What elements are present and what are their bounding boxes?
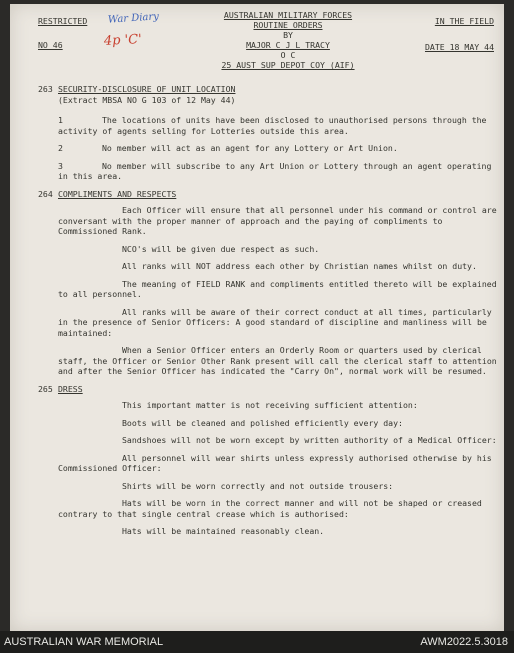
paragraph: Shirts will be worn correctly and not outside trousers: <box>122 480 394 491</box>
paragraph: When a Senior Officer enters an Orderly Room or quarters used by clerical staff, the Officer or Senior Other Rank present will call the clerical staff to attention and after the Senior Officer has indicated the "Carry On", normal work will be resumed. <box>58 345 497 376</box>
section-263 <box>38 84 500 182</box>
paragraph: Each Officer will ensure that all personnel under his command or control are conversant with the proper manner of approach and the paying of compliments to Commissioned Rank. <box>58 205 497 236</box>
archive-name: AUSTRALIAN WAR MEMORIAL <box>4 636 164 648</box>
paragraph: Sandshoes will not be worn except by written authority of a Medical Officer: <box>122 435 497 445</box>
header-title-line: AUSTRALIAN MILITARY FORCES <box>223 10 353 20</box>
date-label: DATE 18 MAY 44 <box>424 42 494 52</box>
list-item: 2 No member will act as an agent for any Lottery or Art Union. <box>58 143 398 153</box>
paragraph: All ranks will be aware of their correct conduct at all times, particularly in the presence of Senior Officers: A good standard of discipline and manliness will be maintained: <box>58 306 492 338</box>
archive-reference: AWM2022.5.3018 <box>420 636 508 648</box>
section-heading: SECURITY-DISCLOSURE OF UNIT LOCATION <box>58 84 236 94</box>
section-number: 264 <box>38 188 53 199</box>
order-number: NO 46 <box>38 40 63 50</box>
paragraph: This important matter is not receiving sufficient attention: <box>122 400 418 410</box>
paragraph: Hats will be maintained reasonably clean. <box>122 526 325 536</box>
section-265 <box>38 384 500 537</box>
header-title-line: MAJOR C J L TRACY <box>246 40 330 50</box>
header-title-line: BY <box>283 30 293 40</box>
document-header <box>38 10 500 82</box>
paragraph: NCO's will be given due respect as such. <box>122 243 320 254</box>
handwritten-note-blue: War Diary <box>107 11 160 26</box>
paragraph: All personnel will wear shirts unless expressly authorised otherwise by his Commissioned Officer: <box>58 452 492 473</box>
paragraph: Boots will be cleaned and polished efficiently every day: <box>122 417 403 428</box>
header-title-line: ROUTINE ORDERS <box>253 20 323 30</box>
section-number: 263 <box>38 84 53 94</box>
classification-label: RESTRICTED <box>38 16 88 26</box>
section-heading: DRESS <box>58 383 83 394</box>
section-number: 265 <box>38 383 53 394</box>
header-title-block <box>198 10 378 70</box>
document-page <box>10 4 504 631</box>
section-264 <box>38 189 500 377</box>
header-title-line: O C <box>280 50 296 60</box>
paragraph: The meaning of FIELD RANK and compliments entitled thereto will be explained to all personnel. <box>58 278 497 299</box>
paragraph: Hats will be worn in the correct manner and will not be shaped or creased contrary to that single central crease which is authorised: <box>58 498 482 519</box>
list-item: 1 The locations of units have been disclosed to unauthorised persons through the activity of agents selling for Lotteries outside this area. <box>58 115 487 136</box>
paragraph: All ranks will NOT address each other by Christian names whilst on duty. <box>122 261 477 271</box>
handwritten-note-red: 4p 'C' <box>103 32 143 49</box>
section-subheading: (Extract MBSA NO G 103 of 12 May 44) <box>58 94 236 105</box>
section-heading: COMPLIMENTS AND RESPECTS <box>58 188 177 199</box>
location-label: IN THE FIELD <box>434 16 494 26</box>
archive-footer <box>0 631 514 653</box>
list-item: 3 No member will subscribe to any Art Union or Lottery through an agent operating in this area. <box>58 160 492 181</box>
routine-orders <box>38 10 500 544</box>
header-title-line: 25 AUST SUP DEPOT COY (AIF) <box>221 60 355 70</box>
